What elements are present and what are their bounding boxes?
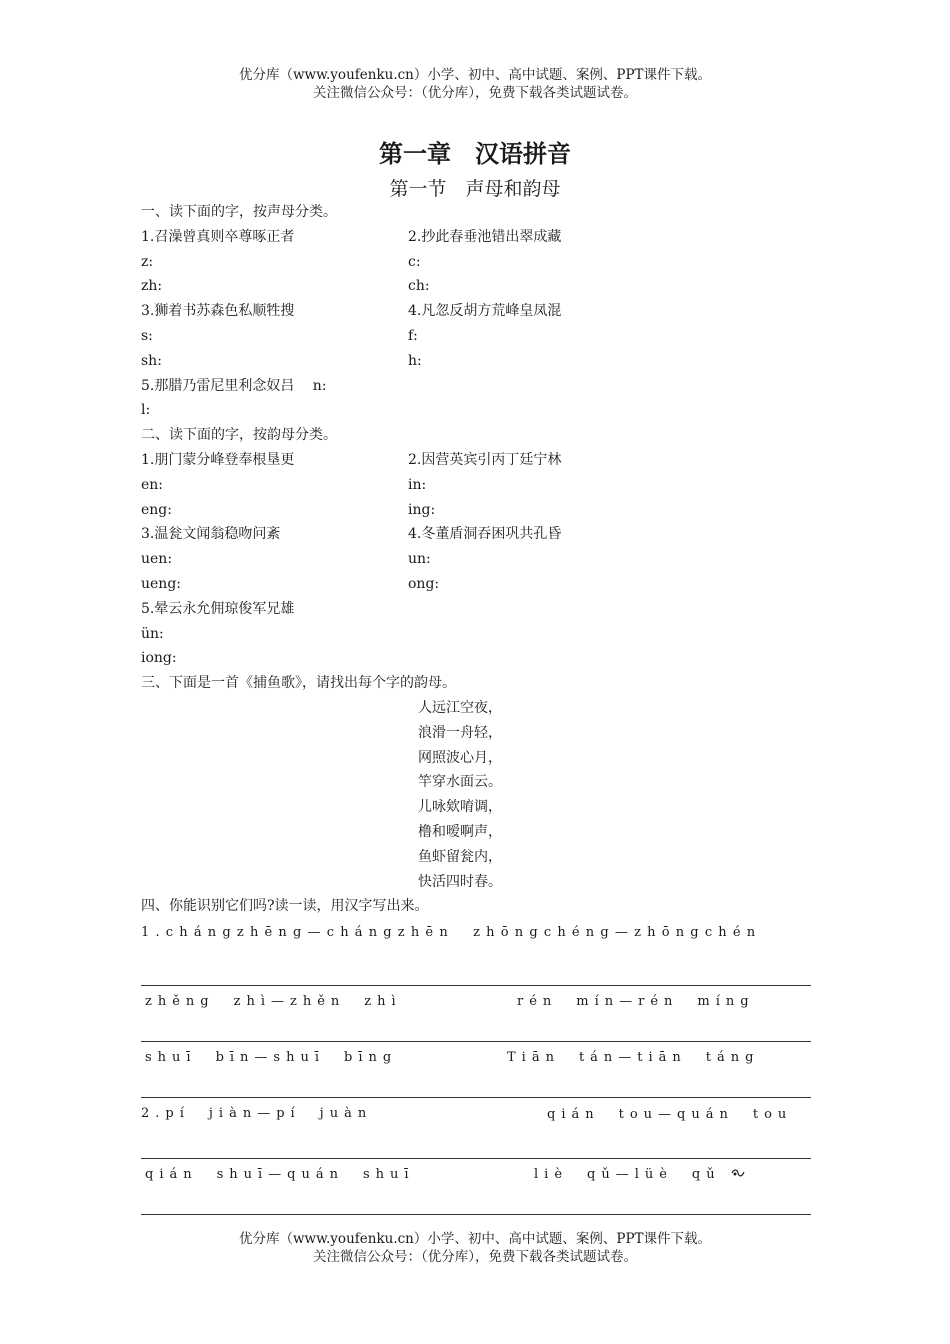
answer-label-eng: eng: xyxy=(141,501,172,518)
answer-row-s-f xyxy=(141,324,811,349)
poem-line: 橹和嗳啊声， xyxy=(418,823,502,840)
pinyin-pair: shuī bīn—shuī bīng xyxy=(145,1050,398,1066)
question-2: 2.抄此春垂池错出翠成藏 xyxy=(408,228,562,245)
answer-label-ueng: ueng: xyxy=(141,575,181,592)
answer-label-in: in: xyxy=(408,476,427,493)
answer-label-en: en: xyxy=(141,476,164,493)
section1-heading: 一、读下面的字，按声母分类。 xyxy=(141,204,337,220)
answer-label-ing: ing: xyxy=(408,501,436,518)
pinyin-row-1: 1.chángzhēng—chángzhēn zhōngchéng—zhōngchén xyxy=(141,925,762,941)
question-3: 3.温瓮文闻翁稳吻问紊 xyxy=(141,526,281,543)
header-line-1: 优分库（www.youfenku.cn）小学、初中、高中试题、案例、PPT课件下载。 xyxy=(238,67,712,83)
pinyin-row-5 xyxy=(141,1164,811,1214)
page-header xyxy=(0,66,950,102)
question-5: 5.晕云永允佣琼俊军兄雄 xyxy=(141,600,295,617)
section-title: 第一节 声母和韵母 xyxy=(389,178,561,200)
question-1: 1.召澡曾真则卒尊啄正者 xyxy=(141,228,295,245)
section3-heading: 三、下面是一首《捕鱼歌》，请找出每个字的韵母。 xyxy=(141,675,456,692)
answer-label-f: f: xyxy=(408,327,418,344)
question-5: 5.那腊乃雷尼里利念奴吕 n: xyxy=(141,377,327,394)
poem-line: 儿咏欸唷调， xyxy=(418,799,502,816)
answer-row-uen-un xyxy=(141,547,811,572)
scribble-icon xyxy=(731,1164,745,1186)
answer-line xyxy=(141,1041,811,1042)
poem-line: 网照波心月， xyxy=(418,749,502,766)
answer-line xyxy=(141,1214,811,1215)
answer-line xyxy=(141,1097,811,1098)
answer-row-ueng-ong xyxy=(141,572,811,597)
section2-row-1 xyxy=(141,448,811,473)
poem-line: 竿穿水面云。 xyxy=(418,774,502,791)
answer-label-l: l: xyxy=(141,402,151,419)
answer-label-z: z: xyxy=(141,253,154,270)
pinyin-row-4 xyxy=(141,1103,811,1158)
pinyin-pair: rén mín—rén míng xyxy=(517,994,755,1010)
answer-label-iong: iong: xyxy=(141,650,177,667)
answer-label-ch: ch: xyxy=(408,278,430,295)
worksheet-body xyxy=(141,200,811,1215)
answer-row-z-c xyxy=(141,250,811,275)
question-4: 4.冬董盾洞吞困巩共孔昏 xyxy=(408,526,562,543)
answer-row-zh-ch xyxy=(141,274,811,299)
pinyin-row-2 xyxy=(141,991,811,1041)
answer-row-sh-h xyxy=(141,349,811,374)
answer-label-s: s: xyxy=(141,327,153,344)
poem-line: 鱼虾留瓮内， xyxy=(418,848,502,865)
pinyin-pair: qián shuī—quán shuī xyxy=(145,1167,415,1183)
page-footer xyxy=(0,1230,950,1266)
answer-label-un-umlaut: ün: xyxy=(141,625,164,642)
pinyin-pair: qián tou—quán tou xyxy=(547,1107,793,1123)
pinyin-pair: Tiān tán—tiān táng xyxy=(507,1050,760,1066)
answer-label-uen: uen: xyxy=(141,551,173,568)
section4-heading: 四、你能识别它们吗?读一读，用汉字写出来。 xyxy=(141,898,429,915)
section2-heading: 二、读下面的字，按韵母分类。 xyxy=(141,427,337,444)
question-4: 4.凡忽反胡方荒峰皇凤混 xyxy=(408,303,562,320)
footer-line-1: 优分库（www.youfenku.cn）小学、初中、高中试题、案例、PPT课件下载。 xyxy=(238,1231,712,1247)
chapter-title: 第一章 汉语拼音 xyxy=(379,140,571,168)
pinyin-row-3 xyxy=(141,1047,811,1097)
poem-line: 人远江空夜， xyxy=(418,699,502,716)
answer-label-h: h: xyxy=(408,352,422,369)
answer-label-zh: zh: xyxy=(141,278,163,295)
answer-label-un: un: xyxy=(408,551,431,568)
footer-line-2: 关注微信公众号：（优分库），免费下载各类试题试卷。 xyxy=(313,1249,637,1265)
answer-label-c: c: xyxy=(408,253,421,270)
answer-label-ong: ong: xyxy=(408,575,440,592)
answer-row-eng-ing xyxy=(141,498,811,523)
pinyin-pair: 2.pí jiàn—pí juàn xyxy=(141,1106,373,1122)
poem-line: 快活四时春。 xyxy=(418,873,502,890)
section1-row-1 xyxy=(141,225,811,250)
question-2: 2.因营英宾引丙丁廷宁林 xyxy=(408,451,562,468)
question-3: 3.狮着书苏森色私顺牲搜 xyxy=(141,303,295,320)
pinyin-pair: liè qǔ—lüè qǔ xyxy=(534,1167,721,1183)
answer-label-sh: sh: xyxy=(141,352,162,369)
pinyin-pair: zhěng zhì—zhěn zhì xyxy=(145,994,402,1010)
answer-line xyxy=(141,985,811,986)
answer-line xyxy=(141,1158,811,1159)
header-line-2: 关注微信公众号：（优分库），免费下载各类试题试卷。 xyxy=(313,85,637,101)
question-1: 1.朋门蒙分峰登奉根垦更 xyxy=(141,451,295,468)
section2-row-3 xyxy=(141,522,811,547)
section1-row-3 xyxy=(141,299,811,324)
poem-line: 浪滑一舟轻， xyxy=(418,724,502,741)
answer-row-en-in xyxy=(141,473,811,498)
